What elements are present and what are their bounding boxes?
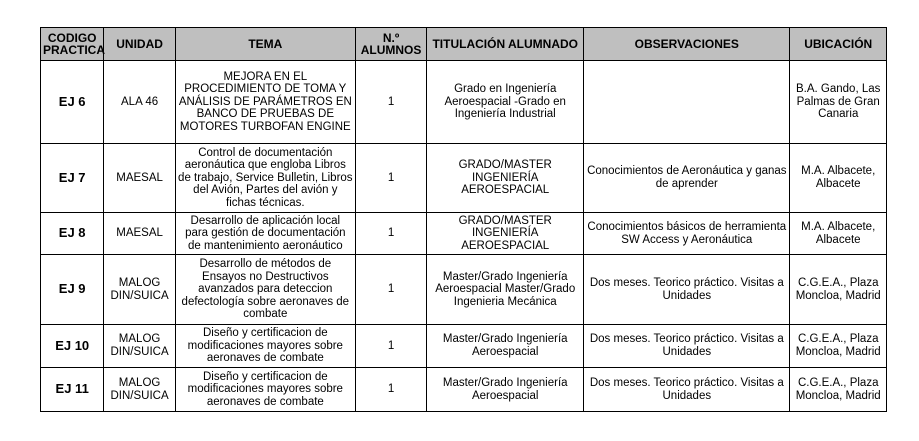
table-row xyxy=(41,144,887,213)
table-row xyxy=(41,255,887,325)
table-row xyxy=(41,213,887,255)
cell-alumnos: 1 xyxy=(355,325,426,368)
cell-codigo: EJ 9 xyxy=(41,255,104,325)
cell-codigo: EJ 6 xyxy=(41,61,104,144)
cell-unidad: MALOG DIN/SUICA xyxy=(104,255,175,325)
cell-ubicacion: C.G.E.A., Plaza Moncloa, Madrid xyxy=(790,325,887,368)
header-codigo: CODIGO PRACTICA xyxy=(41,28,104,61)
cell-titulacion: Master/Grado Ingeniería Aeroespacial xyxy=(427,325,584,368)
header-ubicacion: UBICACIÓN xyxy=(790,28,887,61)
cell-tema: Desarrollo de aplicación local para gestión de documentación de mantenimiento aeronáutico xyxy=(175,213,355,255)
cell-ubicacion: B.A. Gando, Las Palmas de Gran Canaria xyxy=(790,61,887,144)
cell-titulacion: Master/Grado Ingeniería Aeroespacial xyxy=(427,368,584,412)
header-observaciones: OBSERVACIONES xyxy=(584,28,790,61)
table-row xyxy=(41,368,887,412)
cell-codigo: EJ 7 xyxy=(41,144,104,213)
cell-tema: Diseño y certificacion de modificaciones mayores sobre aeronaves de combate xyxy=(175,368,355,412)
cell-alumnos: 1 xyxy=(355,213,426,255)
header-unidad: UNIDAD xyxy=(104,28,175,61)
cell-ubicacion: C.G.E.A., Plaza Moncloa, Madrid xyxy=(790,368,887,412)
cell-tema: Desarrollo de métodos de Ensayos no Destructivos avanzados para deteccion defectología sobre aeronaves de combate xyxy=(175,255,355,325)
cell-unidad: MALOG DIN/SUICA xyxy=(104,368,175,412)
cell-observaciones xyxy=(584,61,790,144)
cell-tema: Diseño y certificacion de modificaciones mayores sobre aeronaves de combate xyxy=(175,325,355,368)
header-titulacion: TITULACIÓN ALUMNADO xyxy=(427,28,584,61)
header-tema: TEMA xyxy=(175,28,355,61)
cell-alumnos: 1 xyxy=(355,255,426,325)
cell-observaciones: Conocimientos de Aeronáutica y ganas de aprender xyxy=(584,144,790,213)
cell-codigo: EJ 8 xyxy=(41,213,104,255)
table-row xyxy=(41,61,887,144)
practicas-table xyxy=(40,27,887,412)
cell-alumnos: 1 xyxy=(355,368,426,412)
cell-tema: Control de documentación aeronáutica que engloba Libros de trabajo, Service Bulletin, Libros del Avión, Partes del avión y fichas técnicas. xyxy=(175,144,355,213)
cell-ubicacion: M.A. Albacete, Albacete xyxy=(790,144,887,213)
header-alumnos: N.º ALUMNOS xyxy=(355,28,426,61)
table-row xyxy=(41,325,887,368)
cell-observaciones: Dos meses. Teorico práctico. Visitas a Unidades xyxy=(584,368,790,412)
cell-tema: MEJORA EN EL PROCEDIMIENTO DE TOMA Y ANÁLISIS DE PARÁMETROS EN BANCO DE PRUEBAS DE MOTORES TURBOFAN ENGINE xyxy=(175,61,355,144)
cell-unidad: MAESAL xyxy=(104,213,175,255)
cell-unidad: ALA 46 xyxy=(104,61,175,144)
header-row xyxy=(41,28,887,61)
cell-titulacion: Grado en Ingeniería Aeroespacial -Grado en Ingeniería Industrial xyxy=(427,61,584,144)
cell-codigo: EJ 10 xyxy=(41,325,104,368)
cell-observaciones: Conocimientos básicos de herramienta SW Access y Aeronáutica xyxy=(584,213,790,255)
cell-codigo: EJ 11 xyxy=(41,368,104,412)
practicas-table-container xyxy=(40,27,887,412)
cell-titulacion: GRADO/MASTER INGENIERÍA AEROESPACIAL xyxy=(427,213,584,255)
cell-ubicacion: C.G.E.A., Plaza Moncloa, Madrid xyxy=(790,255,887,325)
cell-titulacion: GRADO/MASTER INGENIERÍA AEROESPACIAL xyxy=(427,144,584,213)
cell-alumnos: 1 xyxy=(355,144,426,213)
cell-unidad: MALOG DIN/SUICA xyxy=(104,325,175,368)
cell-observaciones: Dos meses. Teorico práctico. Visitas a Unidades xyxy=(584,255,790,325)
cell-ubicacion: M.A. Albacete, Albacete xyxy=(790,213,887,255)
cell-unidad: MAESAL xyxy=(104,144,175,213)
cell-titulacion: Master/Grado Ingeniería Aeroespacial Master/Grado Ingenieria Mecánica xyxy=(427,255,584,325)
cell-alumnos: 1 xyxy=(355,61,426,144)
cell-observaciones: Dos meses. Teorico práctico. Visitas a Unidades xyxy=(584,325,790,368)
